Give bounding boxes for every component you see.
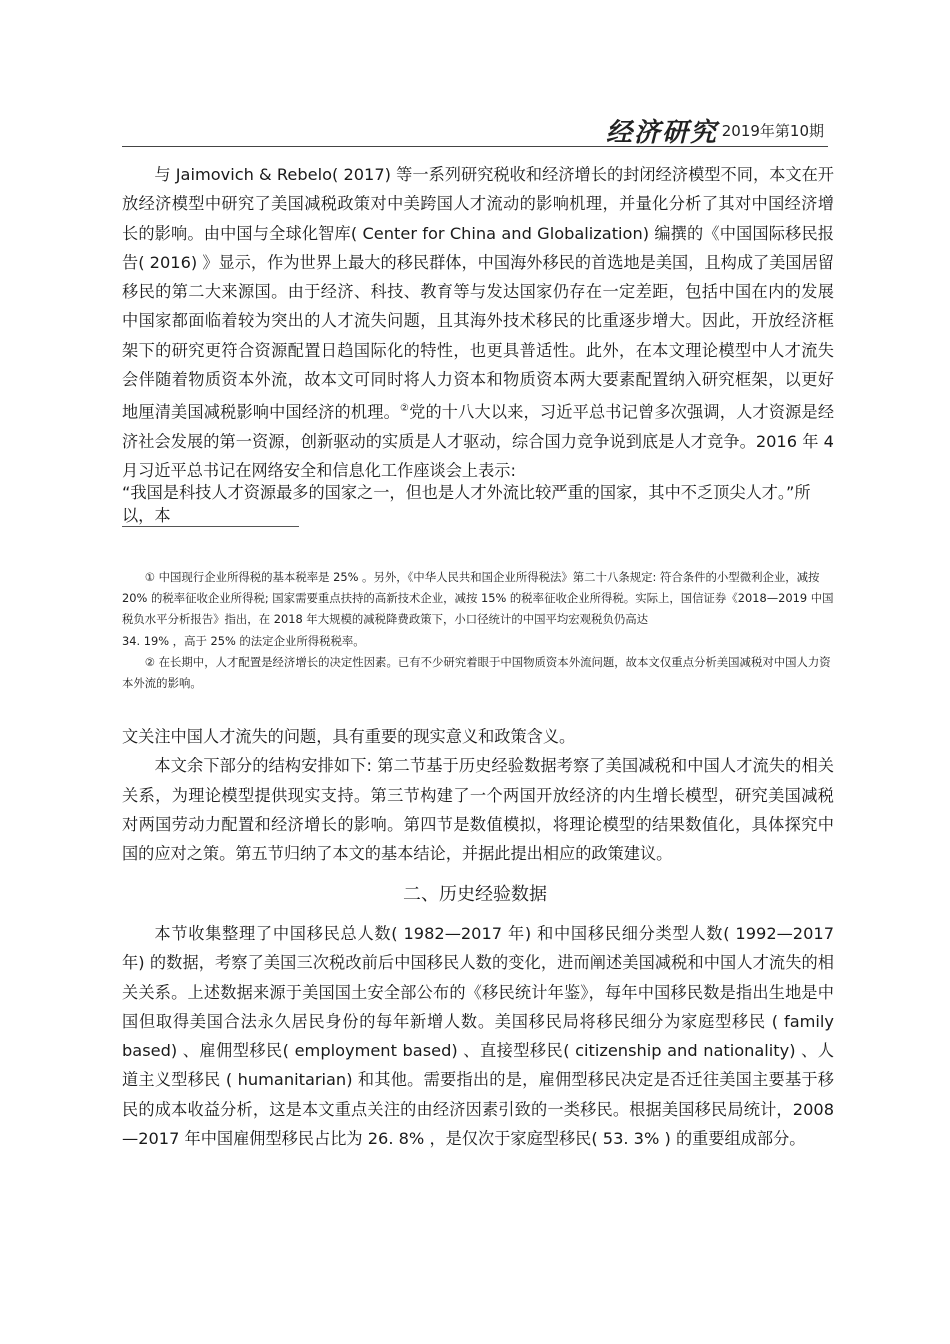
footnotes: [122, 567, 834, 694]
section-heading: 二、历史经验数据: [403, 884, 547, 905]
continued-paragraph: 文关注中国人才流失的问题，具有重要的现实意义和政策含义。: [122, 727, 576, 746]
intro-paragraph: [122, 160, 834, 486]
section2-block: [122, 919, 834, 1153]
structure-paragraph: 本文余下部分的结构安排如下: 第二节基于历史经验数据考察了美国减税和中国人才流失的相关关系，为理论模型提供现实支持。第三节构建了一个两国开放经济的内生增长模型，研究美国减税对两国劳动力配置和经济增长的影响。第四节是数值模拟，将理论模型的结果数值化，具体探究中国的应对之策。第五节归纳了本文的基本结论，并据此提出相应的政策建议。: [122, 756, 834, 864]
quote-text: “我国是科技人才资源最多的国家之一，但也是人才外流比较严重的国家，其中不乏顶尖人才。”所以，本: [122, 483, 811, 525]
footnote-divider: [122, 526, 299, 527]
intro-paragraph-block: [122, 160, 834, 486]
issue-number: 2019年第10期: [721, 122, 824, 140]
footnote-1: ① 中国现行企业所得税的基本税率是 25% 。另外，《中华人民共和国企业所得税法》第二十八条规定: 符合条件的小型微利企业，减按 20% 的税率征收企业所得税; 国家需要重点扶持的高新技术企业，减按 15% 的税率征收企业所得税。实际上，国信证券《2018—2019 中国税负水平分析报告》指出，在 2018 年大规模的减税降费政策下，小口径统计的中国平均宏观税负仍高达: [122, 570, 834, 627]
intro-text-2: 党的十八大以来，习近平总书记曾多次强调，人才资源是经济社会发展的第一资源，创新驱动的实质是人才驱动，综合国力竞争说到底是人才竞争。2016 年 4 月习近平总书记在网络安全和信息化工作座谈会上表示:: [122, 402, 835, 481]
intro-text: 与 Jaimovich & Rebelo( 2017) 等一系列研究税收和经济增长的封闭经济模型不同，本文在开放经济模型中研究了美国减税政策对中美跨国人才流动的影响机理，并量化分析了其对中国经济增长的影响。由中国与全球化智库( Center for China and Globalization) 编撰的《中国国际移民报告( 2016) 》显示，作为世界上最大的移民群体，中国海外移民的首选地是美国，且构成了美国居留移民的第二大来源国。由于经济、科技、教育等与发达国家仍存在一定差距，包括中国在内的发展中国家都面临着较为突出的人才流失问题，且其海外技术移民的比重逐步增大。因此，开放经济框架下的研究更符合资源配置日趋国际化的特性，也更具普适性。此外，在本文理论模型中人才流失会伴随着物质资本外流，故本文可同时将人力资本和物质资本两大要素配置纳入研究框架，以更好地厘清美国减税影响中国经济的机理。: [122, 165, 834, 422]
page-header: [122, 110, 828, 147]
section2-paragraph: 本节收集整理了中国移民总人数( 1982—2017 年) 和中国移民细分类型人数( 1992—2017 年) 的数据，考察了美国三次税改前后中国移民人数的变化，进而阐述美国减税和中国人才流失的相关关系。上述数据来源于美国国土安全部公布的《移民统计年鉴》，每年中国移民数是指出生地是中国但取得美国合法永久居民身份的每年新增人数。美国移民局将移民细分为家庭型移民 ( family based) 、雇佣型移民( employment based) 、直接型移民( citizenship and nationality) 、人道主义型移民 ( humanitarian) 和其他。需要指出的是，雇佣型移民决定是否迁往美国主要基于移民的成本收益分析，这是本文重点关注的由经济因素引致的一类移民。根据美国移民局统计，2008—2017 年中国雇佣型移民占比为 26. 8% ，是仅次于家庭型移民( 53. 3% ) 的重要组成部分。: [122, 924, 834, 1149]
footnote-1-continued: 34. 19% ，高于 25% 的法定企业所得税税率。: [122, 633, 365, 648]
footnote-marker-2[interactable]: ②: [399, 403, 410, 415]
journal-logo: 经济研究: [605, 118, 718, 148]
structure-block: [122, 722, 834, 868]
footnote-2: ② 在长期中，人才配置是经济增长的决定性因素。已有不少研究着眼于中国物质资本外流问题，故本文仅重点分析美国减税对中国人力资本外流的影响。: [122, 654, 831, 691]
